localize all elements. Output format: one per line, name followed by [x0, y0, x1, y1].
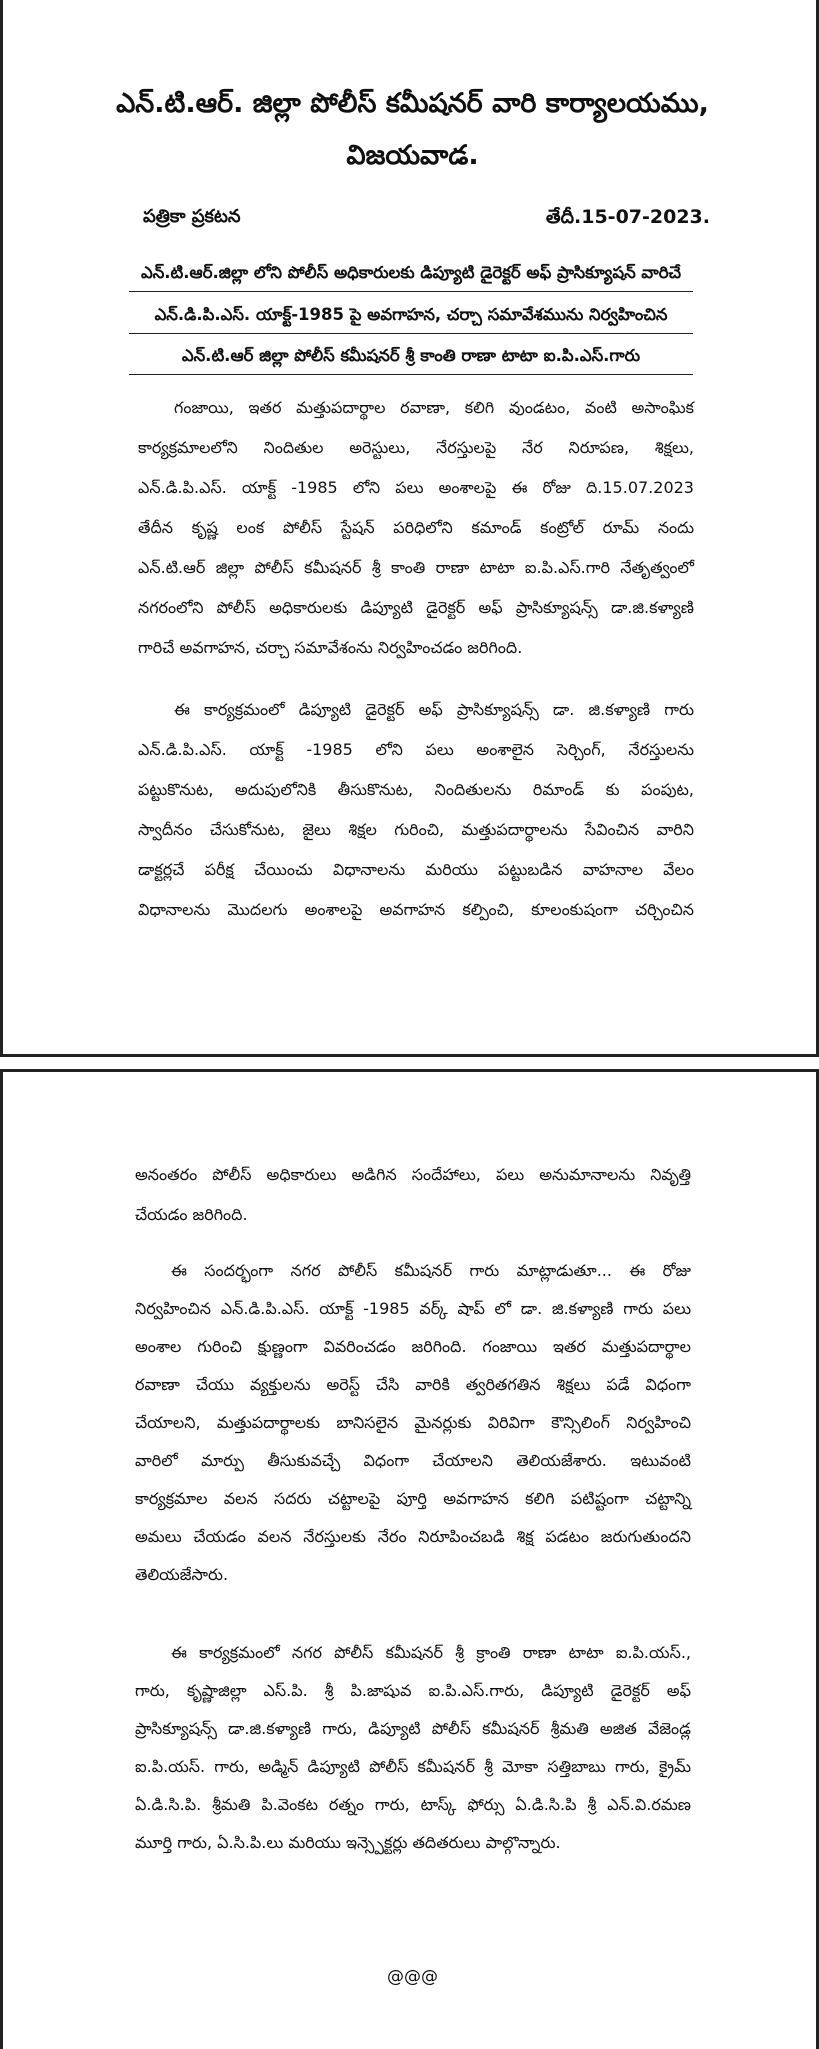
- paragraph-line: మూర్తి గారు, ఏ.సి.పి.లు మరియు ఇన్స్పెక్టర్లు తదితరులు పాల్గొన్నారు.: [135, 1833, 561, 1852]
- paragraph-line: నగరంలోని పోలీస్ అధికారులకు డిప్యూటి డైరెక్టర్ అఫ్ ప్రాసిక్యూషన్స్ డా.జి.కళ్యాణి: [138, 598, 694, 617]
- paragraph-line: ఐ.పి.యస్. గారు, అడ్మిన్ డిప్యూటి పోలీస్ కమీషనర్ శ్రీ మోకా సత్తిబాబు గారు, క్రైమ్: [135, 1757, 691, 1776]
- paragraph-line: తెలియజేసారు.: [135, 1565, 229, 1584]
- page-separator: [0, 1057, 819, 1069]
- paragraph-line: డాక్టర్లచే పరీక్ష చేయించు విధానాలను మరియు పట్టుబడిన వాహనాల వేలం: [138, 860, 694, 879]
- paragraph-line: చేయడం జరిగింది.: [135, 1205, 248, 1224]
- headline-underline: [129, 333, 693, 334]
- paragraph-line: కార్యక్రమాలలోని నిందితుల అరెస్టులు, నేరస్తులపై నేర నిరూపణ, శిక్షలు,: [138, 438, 694, 457]
- paragraph-line: ప్రాసిక్యూషన్స్ డా.జి.కళ్యాణి గారు, డిప్యూటి పోలీస్ కమీషనర్ శ్రీమతి అజిత వేజెండ్ల: [135, 1719, 691, 1738]
- paragraph-line: పట్టుకొనుట, అదుపులోనికి తీసుకొనుట, నిందితులను రిమాండ్ కు పంపుట,: [138, 780, 694, 799]
- headline-underline: [129, 374, 693, 375]
- paragraph-line: అనంతరం పోలీస్ అధికారులు అడిగిన సందేహాలు, పలు అనుమానాలను నివృత్తి: [135, 1165, 691, 1184]
- paragraph-line: గారిచే అవగాహన, చర్చా సమావేశంను నిర్వహించడం జరిగింది.: [138, 638, 523, 657]
- paragraph-line: ఎన్.టి.ఆర్ జిల్లా పోలీస్ కమీషనర్ శ్రీ కాంతి రాణా టాటా ఐ.పి.ఎస్.గారి నేతృత్వంలో: [138, 558, 694, 577]
- paragraph-line: ఏ.డి.సి.పి. శ్రీమతి పి.వెంకట రత్నం గారు, టాస్క్ ఫోర్సు ఏ.డి.సి.పి శ్రీ ఎన్.వి.రమణ: [135, 1795, 691, 1814]
- paragraph-line: ఈ కార్యక్రమంలో డిప్యూటి డైరెక్టర్ అఫ్ ప్రాసిక్యూషన్స్ డా. జి.కళ్యాణి గారు: [174, 700, 694, 719]
- paragraph-2: [138, 690, 694, 930]
- office-title: ఎన్.టి.ఆర్. జిల్లా పోలీస్ కమీషనర్ వారి కార్యాలయము,: [116, 88, 709, 119]
- paragraph-line: చేయాలని, మత్తుపదార్థాలకు బానిసలైన మైనర్లుకు విరివిగా కౌన్సిలింగ్ నిర్వహించి: [135, 1413, 691, 1432]
- paragraph-line: స్వాదీనం చేసుకోనుట, జైలు శిక్షల గురించి, మత్తుపదార్థాలను సేవించిన వారిని: [138, 820, 694, 839]
- paragraph-line: ఈ కార్యక్రమంలో నగర పోలీస్ కమీషనర్ శ్రీ క్రాంతి రాణా టాటా ఐ.పి.యస్.,: [171, 1643, 691, 1662]
- paragraph-line: వారిలో మార్పు తీసుకువచ్చే విధంగా చేయాలని తెలియజేశారు. ఇటువంటి: [135, 1451, 691, 1470]
- end-mark: @@@: [387, 1967, 438, 1987]
- paragraph-line: ఈ సందర్భంగా నగర పోలీస్ కమీషనర్ గారు మాట్లాడుతూ... ఈ రోజు: [171, 1261, 691, 1280]
- headline-line-3: ఎన్.టి.ఆర్ జిల్లా పోలీస్ కమీషనర్ శ్రీ కాంతి రాణా టాటా ఐ.పి.ఎస్.గారు: [181, 346, 641, 365]
- paragraph-line: ఎన్.డి.పి.ఎస్. యాక్ట్ -1985 లోని పలు అంశాలైన సెర్చింగ్, నేరస్తులను: [138, 740, 694, 759]
- press-release-label: పత్రికా ప్రకటన: [143, 206, 241, 227]
- paragraph-5: [135, 1634, 691, 1862]
- paragraph-1: [138, 388, 694, 668]
- paragraph-line: గారు, కృష్ణాజిల్లా ఎస్.పి. శ్రీ పి.జాషువ ఐ.పి.ఎస్.గారు, డిప్యూటి డైరెక్టర్ అఫ్: [135, 1681, 691, 1700]
- document-page-2: [0, 1069, 819, 2049]
- paragraph-4: [135, 1252, 691, 1594]
- paragraph-line: రవాణా చేయు వ్యక్తులను అరెస్ట్ చేసి వారికి త్వరితగతిన శిక్షలు పడే విధంగా: [135, 1375, 691, 1394]
- paragraph-line: తేదీన కృష్ణ లంక పోలీస్ స్టేషన్ పరిధిలోని కమాండ్ కంట్రోల్ రూమ్ నందు: [138, 518, 694, 537]
- headline-line-2: ఎన్.డి.పి.ఎస్. యాక్ట్-1985 పై అవగాహన, చర్చా సమావేశమును నిర్వహించిన: [154, 305, 668, 324]
- paragraph-line: గంజాయి, ఇతర మత్తుపదార్థాల రవాణా, కలిగి వుండటం, వంటి అసాంఘిక: [174, 398, 694, 417]
- paragraph-line: విధానాలను మొదలగు అంశాలపై అవగాహన కల్పించి, కూలంకుషంగా చర్చించిన: [138, 900, 694, 919]
- office-city: విజయవాడ.: [346, 140, 479, 171]
- headline-underline: [129, 291, 693, 292]
- paragraph-line: అమలు చేయడం వలన నేరస్తులకు నేరం నిరూపించబడి శిక్ష పడటం జరుగుతుందని: [135, 1527, 691, 1546]
- paragraph-line: నిర్వహించిన ఎన్.డి.పి.ఎస్. యాక్ట్ -1985 వర్క్ షాప్ లో డా. జి.కళ్యాణి గారు పలు: [135, 1299, 691, 1318]
- paragraph-line: అంశాల గురించి క్షుణ్ణంగా వివరించడం జరిగింది. గంజాయి ఇతర మత్తుపదార్థాల: [135, 1337, 691, 1356]
- headline-line-1: ఎన్.టి.ఆర్.జిల్లా లోని పోలీస్ అధికారులకు డిప్యూటి డైరెక్టర్ అఫ్ ప్రాసిక్యూషన్ వారిచే: [140, 263, 682, 282]
- paragraph-line: ఎన్.డి.పి.ఎస్. యాక్ట్ -1985 లోని పలు అంశాలపై ఈ రోజు ది.15.07.2023: [138, 478, 694, 497]
- paragraph-line: కార్యక్రమాల వలన సదరు చట్టాలపై పూర్తి అవగాహన కలిగి పటిష్టంగా చట్టాన్ని: [135, 1489, 691, 1508]
- paragraph-3: [135, 1155, 691, 1235]
- press-release-date: తేదీ.15-07-2023.: [545, 206, 710, 228]
